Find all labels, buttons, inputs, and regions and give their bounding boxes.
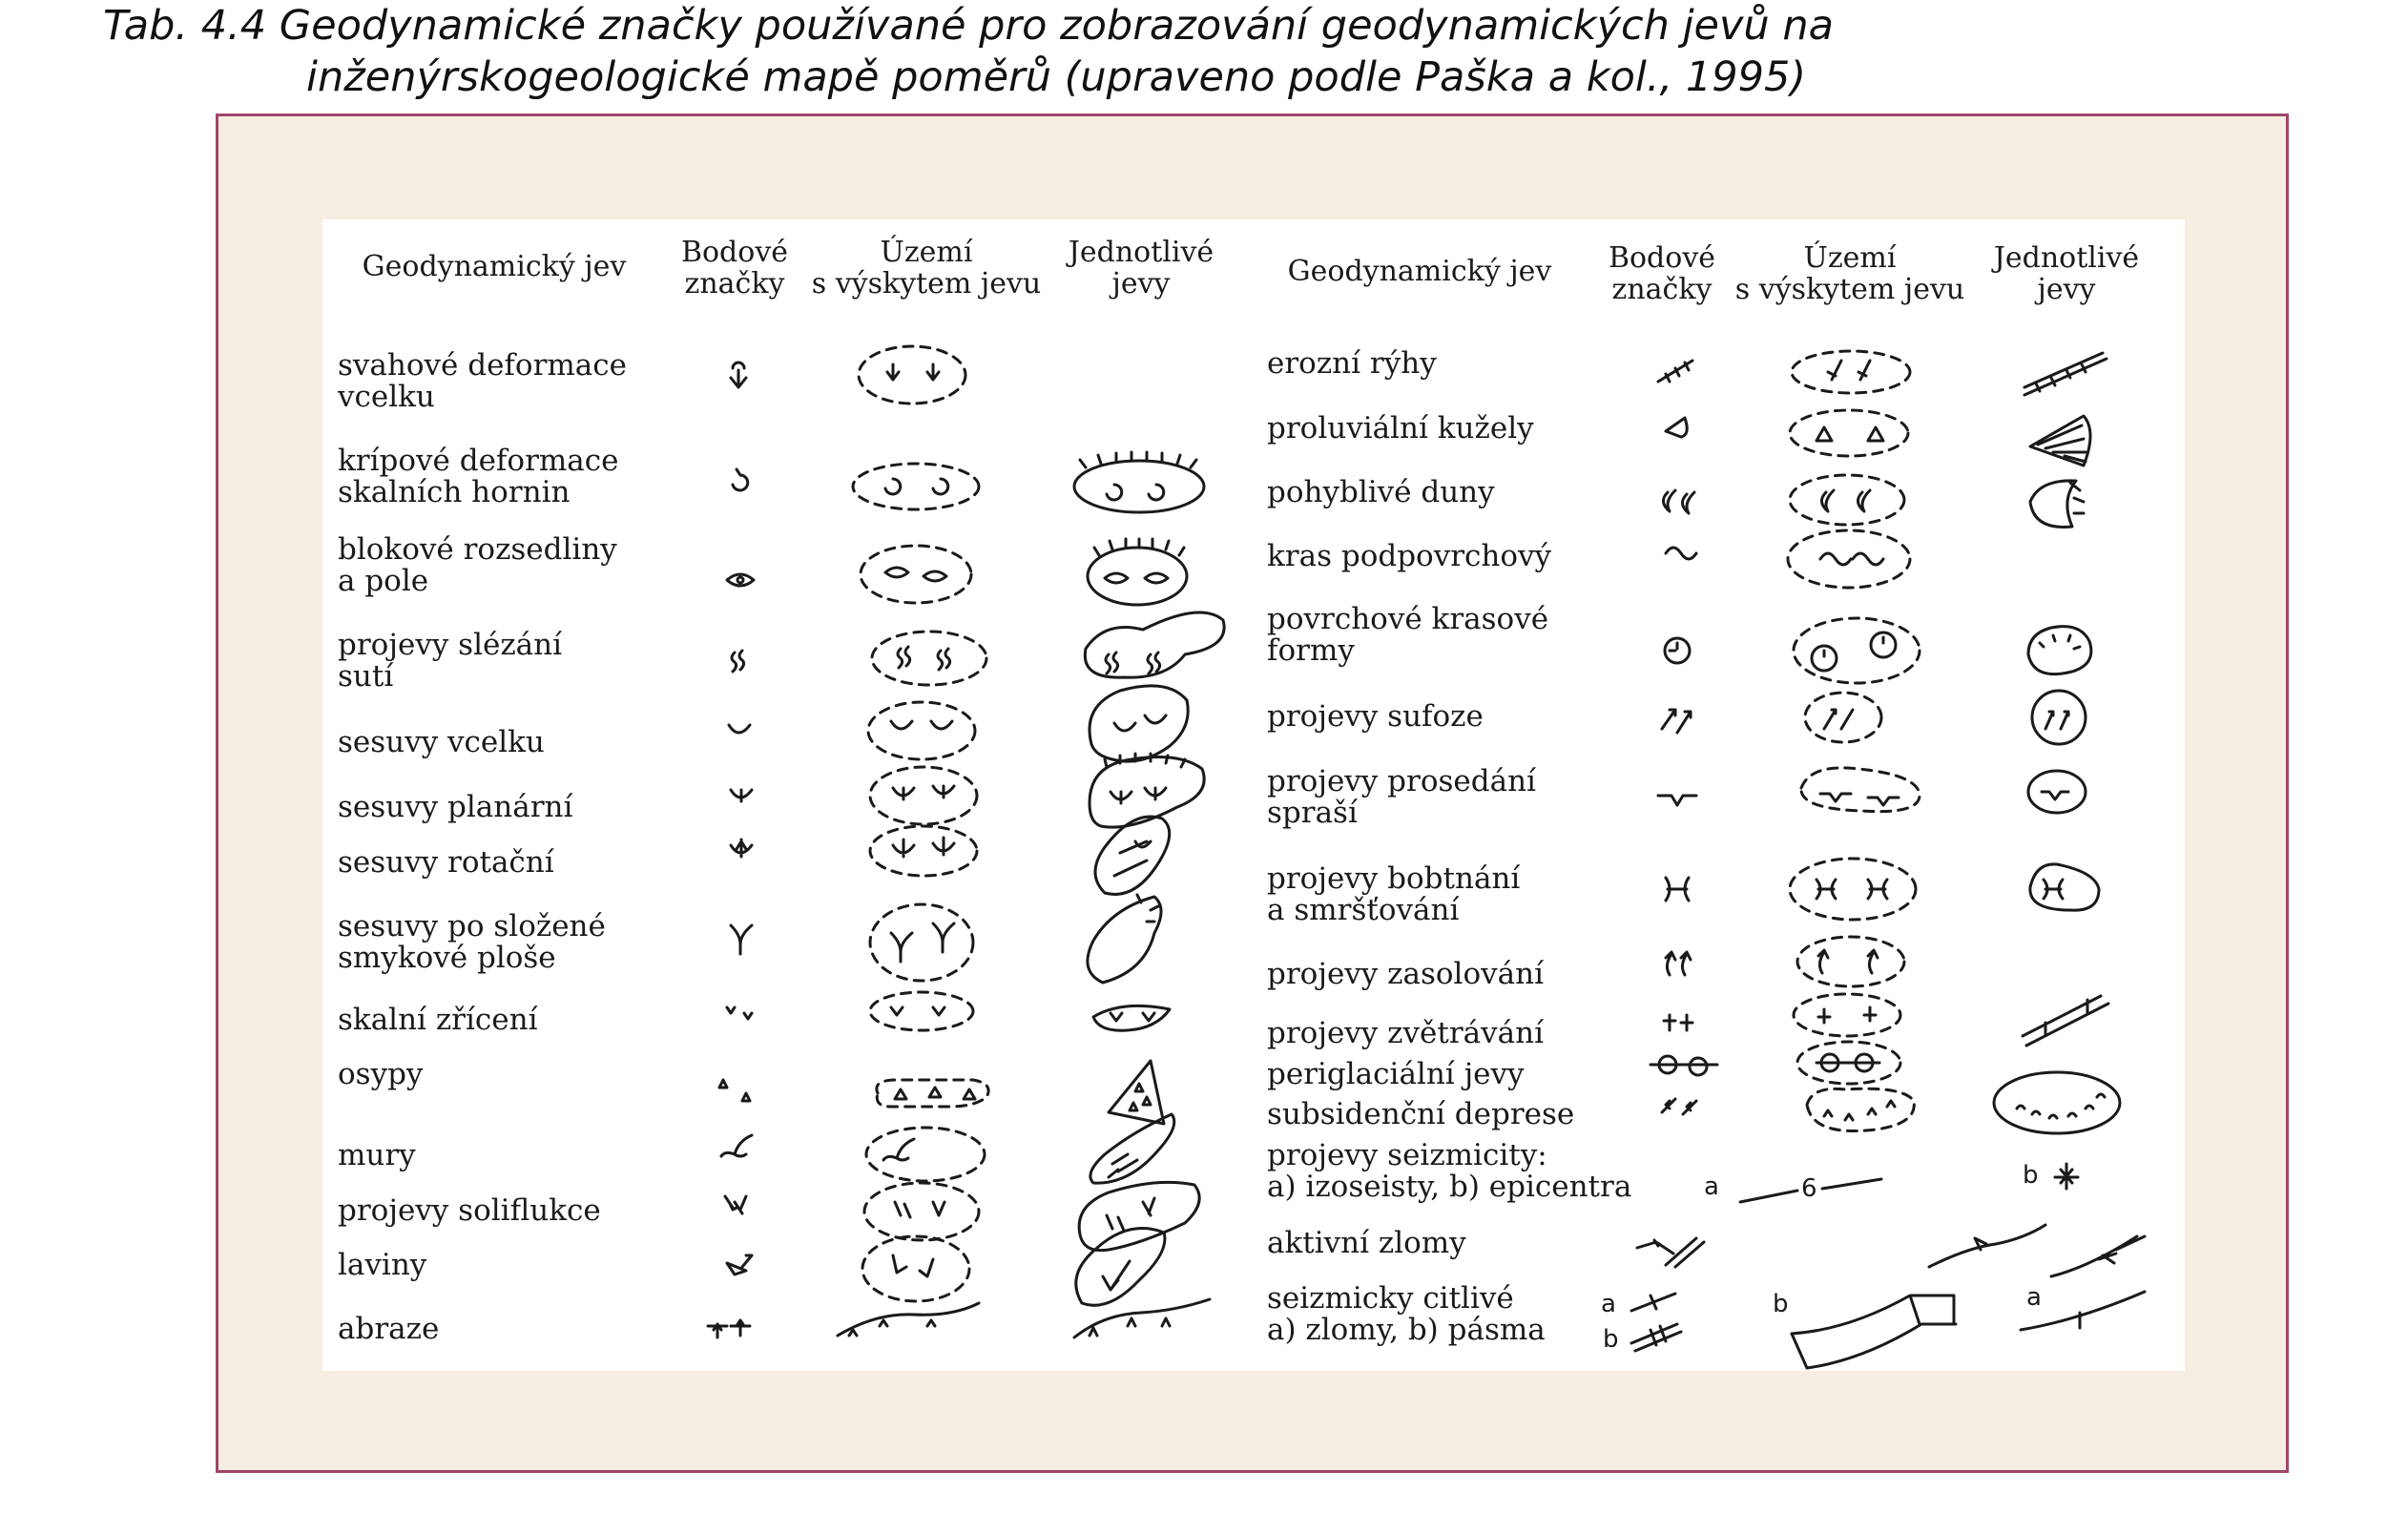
erosion-gully-single-icon xyxy=(2024,353,2107,395)
phenomenon-label: seizmicky citlivé a) zlomy, b) pásma xyxy=(1267,1281,1546,1347)
header-left-single: Jednotlivé jevy xyxy=(1068,236,1214,301)
slope-deformation-area-icon xyxy=(859,346,965,404)
surface-karst-area-icon xyxy=(1794,618,1920,683)
avalanche-single-icon xyxy=(1076,1229,1165,1306)
debris-flow-area-icon xyxy=(866,1128,985,1181)
scree-area-icon xyxy=(877,1080,988,1107)
epicentre-letter-b: b xyxy=(2023,1161,2039,1190)
swelling-area-icon xyxy=(1790,859,1916,920)
debris-flow-point-icon xyxy=(721,1135,752,1156)
subsidence-point-icon xyxy=(1662,1099,1696,1114)
geodynamic-symbols xyxy=(322,219,2185,1371)
moving-dune-area-icon xyxy=(1790,475,1904,525)
weathering-point-icon xyxy=(1664,1015,1692,1030)
caption-line-2: inženýrskogeologické mapě poměrů (upraveno podle Paška a kol., 1995) xyxy=(306,53,1807,101)
moving-dune-single-icon xyxy=(2030,481,2084,528)
abrasion-point-icon xyxy=(708,1320,750,1337)
suffosion-area-icon xyxy=(1805,693,1881,742)
seismic-sensitive-zone-icon xyxy=(1773,1290,1956,1368)
phenomenon-label: povrchové krasové formy xyxy=(1267,602,1549,668)
isoseist-symbol xyxy=(1704,1172,1881,1203)
avalanche-point-icon xyxy=(727,1255,752,1275)
compound-slip-single-icon xyxy=(1088,895,1161,983)
landslide-point-icon xyxy=(729,725,750,733)
salinization-point-icon xyxy=(1666,952,1691,975)
subsurface-karst-point-icon xyxy=(1666,548,1696,559)
abrasion-area-icon xyxy=(838,1303,979,1336)
seismic-sensitive-point-icon xyxy=(1601,1290,1681,1354)
phenomenon-label: projevy prosedání spraší xyxy=(1267,764,1536,830)
phenomenon-label: pohyblivé duny xyxy=(1267,475,1495,509)
solifluction-area-icon xyxy=(864,1183,979,1240)
active-fault-point-icon xyxy=(1637,1238,1704,1267)
phenomenon-label: svahové deformace vcelku xyxy=(338,348,627,414)
creep-area-icon xyxy=(853,464,979,509)
subsidence-area-icon xyxy=(1807,1088,1914,1130)
scree-creep-single-icon xyxy=(1085,612,1224,677)
scree-point-icon xyxy=(719,1080,750,1101)
solifluction-point-icon xyxy=(725,1196,746,1213)
phenomenon-label: projevy seizmicity: a) izoseisty, b) epicentra xyxy=(1267,1138,1632,1204)
alluvial-fan-single-icon xyxy=(2030,416,2090,466)
phenomenon-label: blokové rozsedliny a pole xyxy=(338,532,617,598)
alluvial-fan-area-icon xyxy=(1790,410,1908,456)
loess-collapse-area-icon xyxy=(1801,768,1920,812)
phenomenon-label: projevy soliflukce xyxy=(338,1193,601,1228)
phenomenon-label: proluviální kužely xyxy=(1267,411,1534,446)
planar-landslide-point-icon xyxy=(731,790,752,801)
table-caption xyxy=(103,0,2011,103)
rockfall-area-icon xyxy=(870,992,973,1030)
phenomenon-label: aktivní zlomy xyxy=(1267,1226,1466,1260)
rotational-landslide-area-icon xyxy=(870,826,977,876)
header-right-single: Jednotlivé jevy xyxy=(1993,241,2140,306)
suffosion-point-icon xyxy=(1662,710,1691,733)
weathering-area-icon xyxy=(1794,994,1900,1036)
phenomenon-label: projevy bobtnání a smršťování xyxy=(1267,861,1521,927)
symbol-table xyxy=(322,219,2185,1371)
fault-letter-a: a xyxy=(2026,1283,2042,1312)
rockfall-point-icon xyxy=(727,1007,752,1019)
landslide-single-icon xyxy=(1090,686,1188,761)
phenomenon-label: erozní rýhy xyxy=(1267,346,1437,381)
phenomenon-label: krípové deformace skalních hornin xyxy=(338,444,619,509)
creep-single-icon xyxy=(1074,452,1204,512)
sensitive-letter-a: a xyxy=(1601,1290,1616,1318)
epicentre-symbol xyxy=(2023,1161,2078,1190)
phenomenon-label: projevy zasolování xyxy=(1267,957,1545,991)
erosion-gully-area-icon xyxy=(1792,351,1910,393)
phenomenon-label: projevy slézání sutí xyxy=(338,628,563,694)
compound-slip-point-icon xyxy=(731,925,752,954)
phenomenon-label: abraze xyxy=(338,1312,440,1346)
caption-line-1: Tab. 4.4 Geodynamické značky používané pro zobrazování geodynamických jevů na xyxy=(103,2,1834,50)
compound-slip-area-icon xyxy=(870,904,973,981)
moving-dune-point-icon xyxy=(1663,490,1694,513)
phenomenon-label: projevy zvětrávání xyxy=(1267,1016,1544,1050)
active-fault-single-icon xyxy=(2051,1236,2145,1276)
surface-karst-point-icon xyxy=(1665,638,1690,663)
rockfall-single-icon xyxy=(1093,1005,1170,1030)
alluvial-fan-point-icon xyxy=(1666,418,1687,437)
phenomenon-label: laviny xyxy=(338,1248,427,1282)
phenomenon-label: sesuvy po složené smykové ploše xyxy=(338,909,606,975)
phenomenon-label: kras podpovrchový xyxy=(1267,539,1552,573)
phenomenon-label: mury xyxy=(338,1138,416,1172)
phenomenon-label: osypy xyxy=(338,1057,424,1091)
planar-landslide-area-icon xyxy=(870,767,977,824)
block-rift-area-icon xyxy=(861,546,971,603)
loess-collapse-single-icon xyxy=(2028,771,2086,813)
salinization-single-icon xyxy=(2023,996,2108,1046)
zone-letter-b: b xyxy=(1773,1290,1789,1318)
sensitive-letter-b: b xyxy=(1603,1325,1619,1354)
creep-point-icon xyxy=(733,469,748,490)
seismic-sensitive-fault-single-icon xyxy=(2021,1283,2145,1330)
periglacial-point-icon xyxy=(1650,1056,1717,1075)
swelling-point-icon xyxy=(1666,878,1689,901)
suffosion-single-icon xyxy=(2032,691,2086,744)
phenomenon-label: skalní zřícení xyxy=(338,1003,538,1037)
header-left-phenomenon: Geodynamický jev xyxy=(362,250,627,283)
periglacial-area-icon xyxy=(1797,1042,1900,1084)
header-left-point-symbols: Bodové značky xyxy=(680,236,789,301)
block-rift-single-icon xyxy=(1088,539,1187,605)
phenomenon-label: sesuvy planární xyxy=(338,790,573,824)
phenomenon-label: projevy sufoze xyxy=(1267,699,1484,734)
header-right-phenomenon: Geodynamický jev xyxy=(1287,255,1552,288)
salinization-area-icon xyxy=(1797,937,1904,986)
scree-single-icon xyxy=(1109,1061,1164,1124)
header-right-point-symbols: Bodové značky xyxy=(1608,241,1716,306)
erosion-gully-point-icon xyxy=(1658,361,1692,382)
solifluction-single-icon xyxy=(1079,1182,1199,1250)
isoseist-letter-a: a xyxy=(1704,1172,1719,1201)
landslide-area-icon xyxy=(868,702,975,759)
active-fault-area-icon xyxy=(1929,1225,2045,1267)
avalanche-area-icon xyxy=(862,1236,969,1301)
surface-karst-single-icon xyxy=(2028,627,2091,674)
block-rift-point-icon xyxy=(727,574,754,586)
header-left-area: Území s výskytem jevu xyxy=(811,236,1042,301)
isoseist-number: 6 xyxy=(1801,1174,1817,1203)
subsurface-karst-area-icon xyxy=(1788,530,1910,588)
phenomenon-label: sesuvy rotační xyxy=(338,845,554,880)
swelling-single-icon xyxy=(2030,864,2099,910)
subsidence-single-icon xyxy=(1994,1072,2120,1133)
scree-creep-area-icon xyxy=(872,632,986,685)
header-right-area: Území s výskytem jevu xyxy=(1734,241,1965,306)
slope-deformation-point-icon xyxy=(731,363,746,387)
phenomenon-label: periglaciální jevy xyxy=(1267,1057,1525,1091)
rotational-landslide-point-icon xyxy=(731,840,752,857)
phenomenon-label: sesuvy vcelku xyxy=(338,725,545,759)
scree-creep-point-icon xyxy=(732,651,744,672)
loess-collapse-point-icon xyxy=(1658,796,1696,805)
phenomenon-label: subsidenční deprese xyxy=(1267,1097,1575,1131)
